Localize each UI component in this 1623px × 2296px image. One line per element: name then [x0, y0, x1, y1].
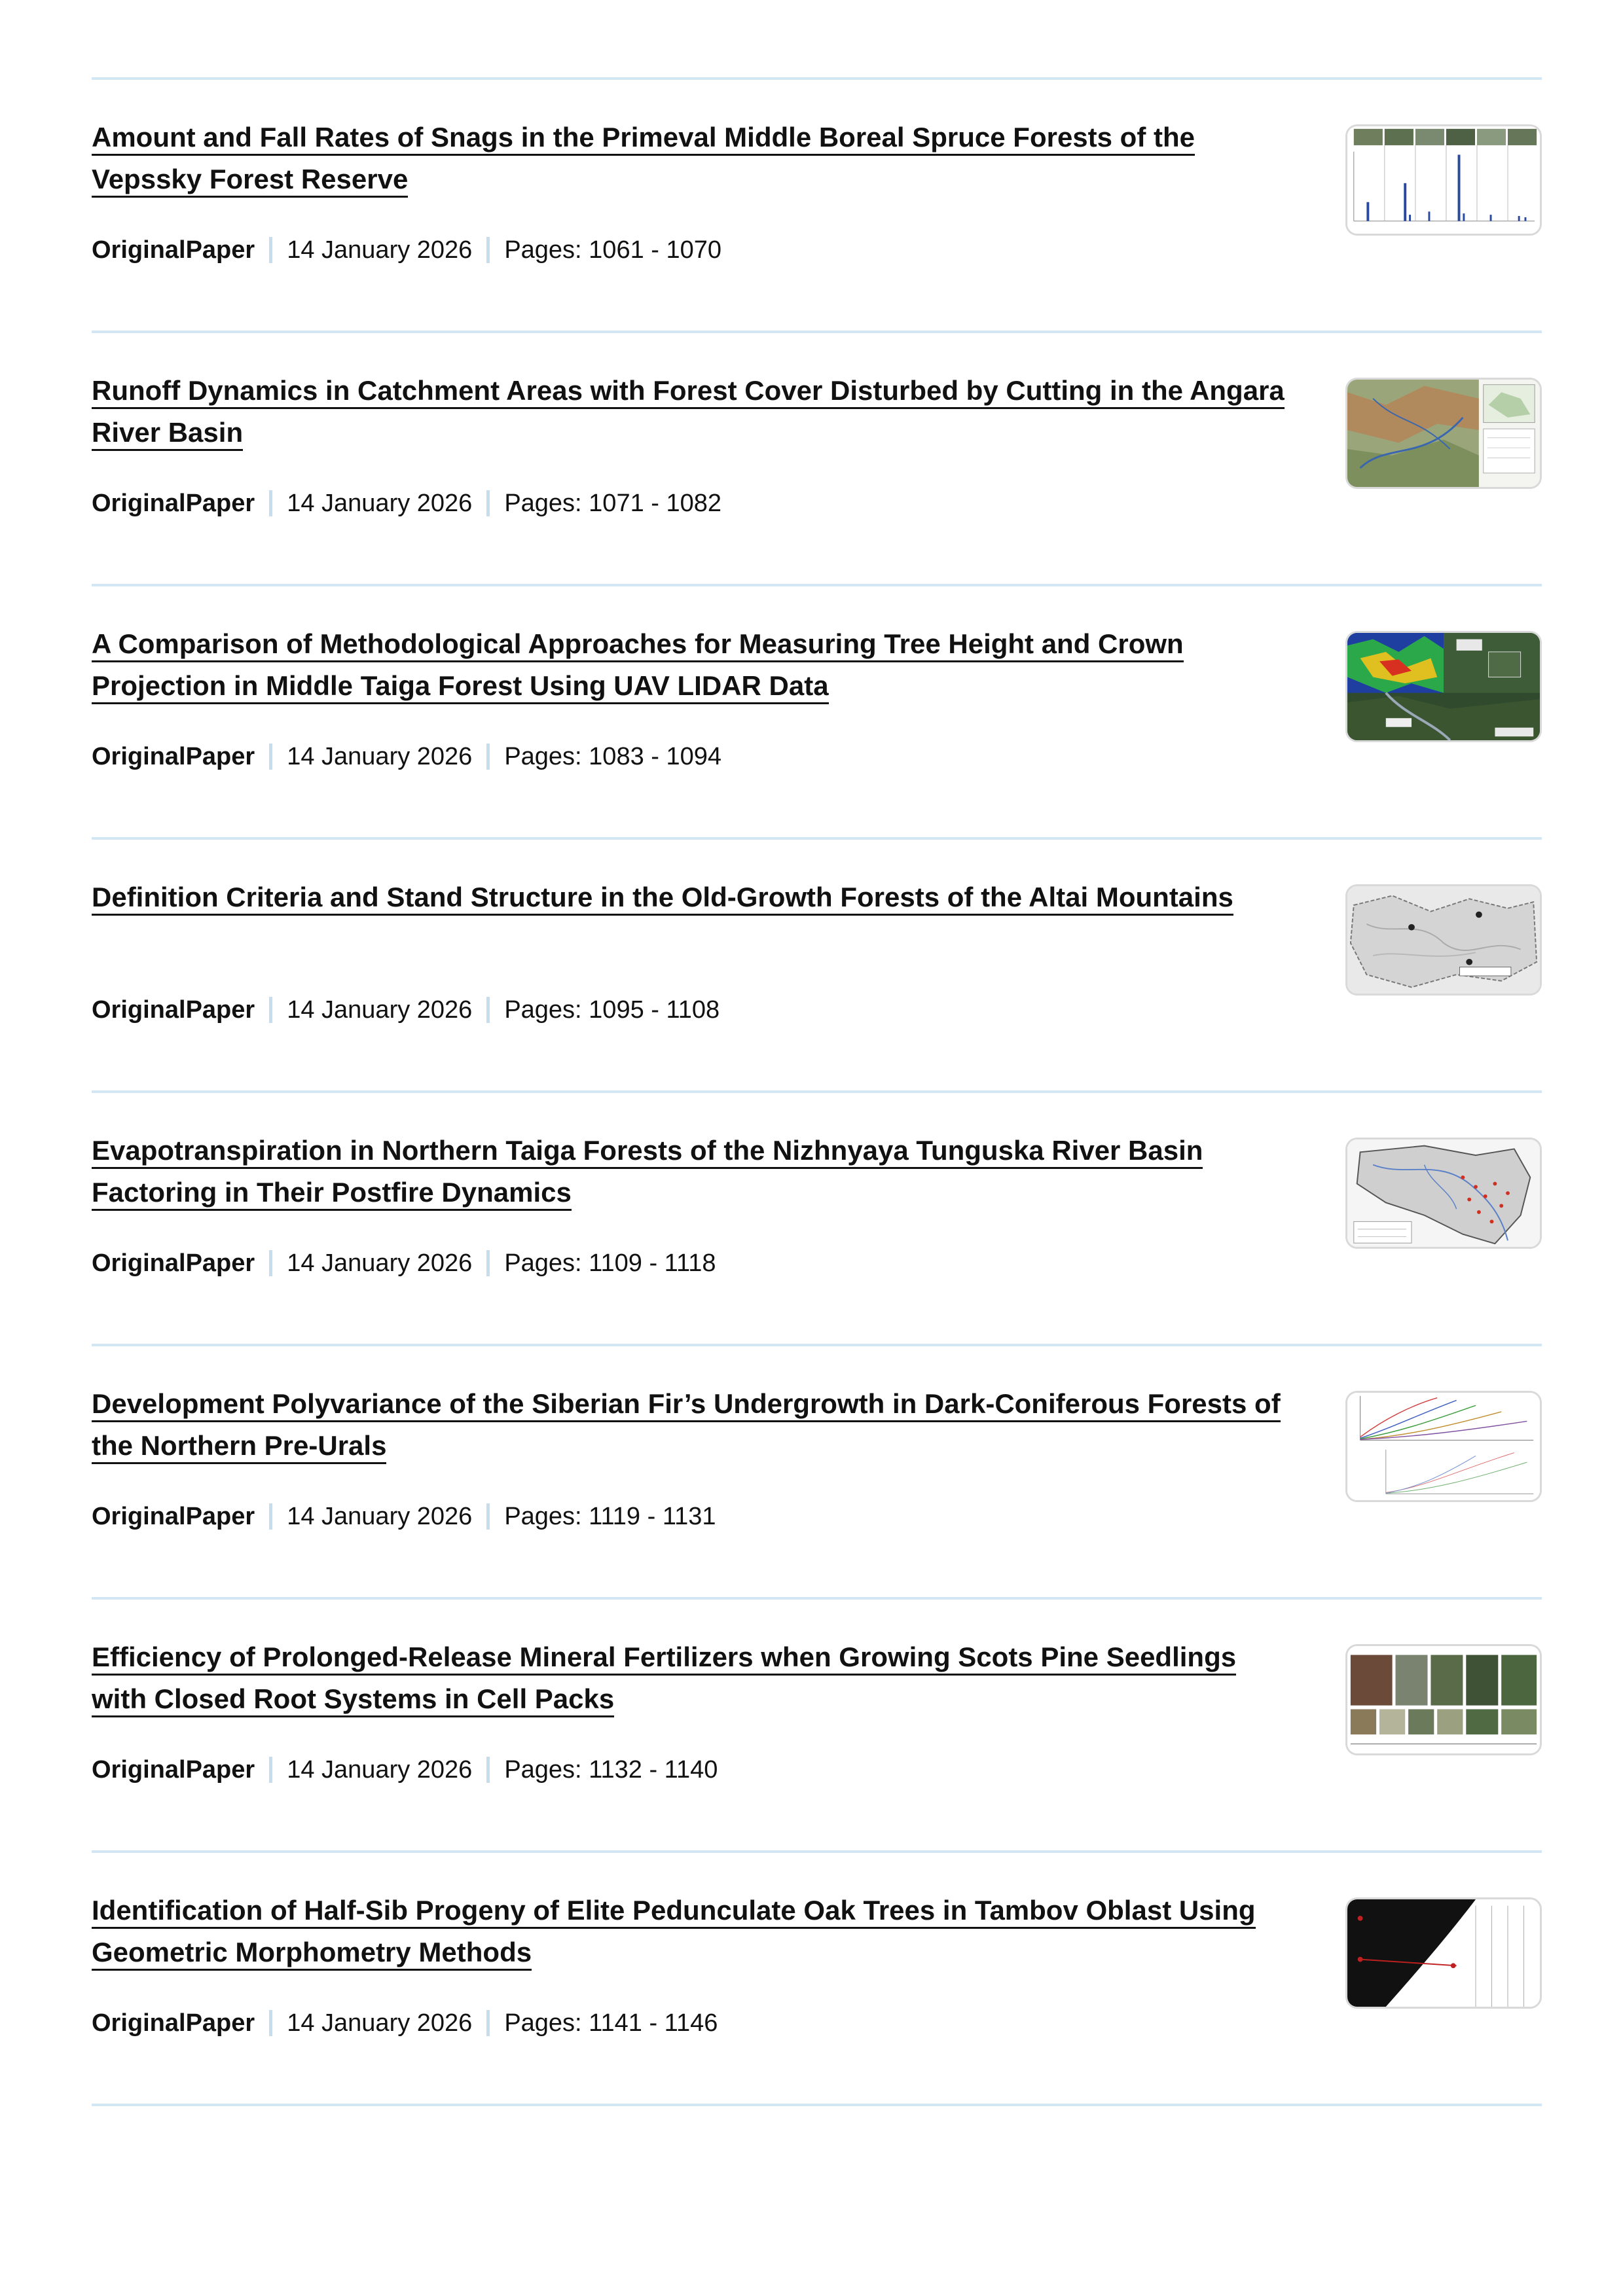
meta-separator [269, 997, 272, 1023]
article-date: 14 January 2026 [287, 489, 473, 517]
article-meta [92, 2007, 718, 2039]
article-meta [92, 487, 721, 520]
article-pages: Pages: 1132 - 1140 [504, 1755, 718, 1784]
article-date: 14 January 2026 [287, 742, 473, 770]
article-meta [92, 1500, 716, 1533]
article-date: 14 January 2026 [287, 1755, 473, 1784]
article-item [92, 1853, 1542, 2106]
article-title-link[interactable]: Amount and Fall Rates of Snags in the Primeval Middle Boreal Spruce Forests of the Vepssky Forest Reserve [92, 117, 1290, 200]
article-list [92, 77, 1542, 2106]
article-item [92, 840, 1542, 1093]
article-pages: Pages: 1061 - 1070 [504, 236, 722, 264]
article-pages: Pages: 1109 - 1118 [504, 1249, 716, 1277]
article-title-link[interactable]: Identification of Half-Sib Progeny of Elite Pedunculate Oak Trees in Tambov Oblast Using Geometric Morphometry Methods [92, 1890, 1290, 1973]
article-title-link[interactable]: Development Polyvariance of the Siberian Fir’s Undergrowth in Dark-Coniferous Forests of the Northern Pre-Urals [92, 1383, 1290, 1467]
article-title-link[interactable]: Evapotranspiration in Northern Taiga Forests of the Nizhnyaya Tunguska River Basin Factoring in Their Postfire Dynamics [92, 1130, 1290, 1213]
basin-map-figure-icon[interactable] [1345, 1138, 1542, 1249]
bar-chart-figure-icon[interactable] [1345, 124, 1542, 236]
article-type: OriginalPaper [92, 1249, 255, 1277]
article-meta [92, 994, 720, 1026]
meta-separator [486, 1503, 490, 1530]
meta-separator [486, 2010, 490, 2036]
meta-separator [269, 744, 272, 770]
article-type: OriginalPaper [92, 996, 255, 1024]
article-title-link[interactable]: Runoff Dynamics in Catchment Areas with Forest Cover Disturbed by Cutting in the Angara River Basin [92, 370, 1290, 454]
article-date: 14 January 2026 [287, 2009, 473, 2037]
article-title-link[interactable]: Definition Criteria and Stand Structure in the Old-Growth Forests of the Altai Mountains [92, 876, 1290, 918]
article-meta [92, 234, 721, 266]
meta-separator [269, 1757, 272, 1783]
article-type: OriginalPaper [92, 2009, 255, 2037]
article-item [92, 586, 1542, 840]
leaf-morphometry-figure-icon[interactable] [1345, 1897, 1542, 2009]
meta-separator [269, 237, 272, 263]
lidar-map-figure-icon[interactable] [1345, 631, 1542, 742]
article-pages: Pages: 1071 - 1082 [504, 489, 722, 517]
article-date: 14 January 2026 [287, 236, 473, 264]
meta-separator [269, 1503, 272, 1530]
article-type: OriginalPaper [92, 1502, 255, 1530]
terrain-map-figure-icon[interactable] [1345, 884, 1542, 996]
meta-separator [269, 1250, 272, 1276]
article-type: OriginalPaper [92, 1755, 255, 1784]
article-item [92, 1093, 1542, 1346]
article-type: OriginalPaper [92, 236, 255, 264]
article-title-link[interactable]: Efficiency of Prolonged-Release Mineral Fertilizers when Growing Scots Pine Seedlings with Closed Root Systems in Cell Packs [92, 1636, 1290, 1720]
article-date: 14 January 2026 [287, 1249, 473, 1277]
meta-separator [486, 237, 490, 263]
article-pages: Pages: 1141 - 1146 [504, 2009, 718, 2037]
article-meta [92, 1247, 716, 1280]
article-type: OriginalPaper [92, 742, 255, 770]
growth-curves-figure-icon[interactable] [1345, 1391, 1542, 1502]
article-meta [92, 740, 721, 773]
meta-separator [269, 2010, 272, 2036]
meta-separator [486, 997, 490, 1023]
article-pages: Pages: 1119 - 1131 [504, 1502, 716, 1530]
photo-grid-figure-icon[interactable] [1345, 1644, 1542, 1755]
meta-separator [269, 490, 272, 516]
article-item [92, 1600, 1542, 1853]
article-item [92, 1346, 1542, 1600]
article-date: 14 January 2026 [287, 996, 473, 1024]
meta-separator [486, 1250, 490, 1276]
meta-separator [486, 490, 490, 516]
article-pages: Pages: 1083 - 1094 [504, 742, 722, 770]
meta-separator [486, 1757, 490, 1783]
relief-map-figure-icon[interactable] [1345, 378, 1542, 489]
article-date: 14 January 2026 [287, 1502, 473, 1530]
article-item [92, 333, 1542, 586]
article-type: OriginalPaper [92, 489, 255, 517]
article-pages: Pages: 1095 - 1108 [504, 996, 720, 1024]
meta-separator [486, 744, 490, 770]
article-meta [92, 1753, 718, 1786]
article-item [92, 80, 1542, 333]
article-title-link[interactable]: A Comparison of Methodological Approaches for Measuring Tree Height and Crown Projection in Middle Taiga Forest Using UAV LIDAR Data [92, 623, 1290, 707]
